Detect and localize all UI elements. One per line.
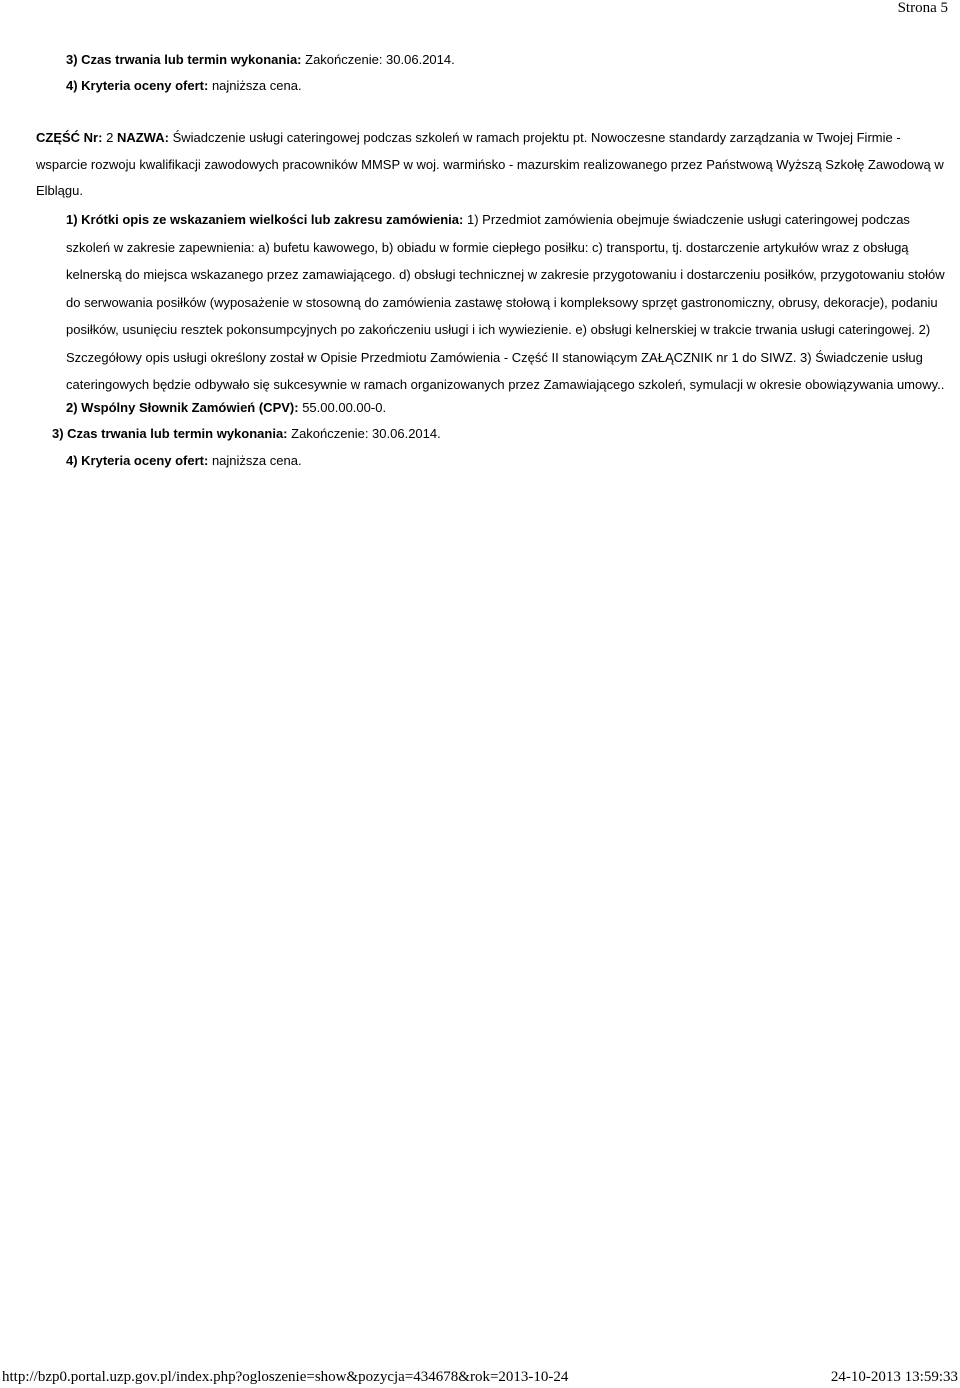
part2-name-line1: Świadczenie usługi cateringowej podczas szkoleń w ramach projektu pt. Nowoczesne standardy zarządzania w Twojej Firmie -: [172, 130, 901, 145]
part2-criteria-value: najniższa cena.: [211, 453, 302, 468]
part1-criteria-value: najniższa cena.: [211, 78, 302, 93]
part2-cpv-value: 55.00.00.00-0.: [302, 400, 387, 415]
part2-description-label: 1) Krótki opis ze wskazaniem wielkości lub zakresu zamówienia:: [66, 212, 464, 227]
page-number: Strona 5: [897, 0, 948, 16]
part2-name-line3: Elblągu.: [36, 183, 83, 198]
part2-duration-line: [52, 426, 441, 442]
part1-duration-label: 3) Czas trwania lub termin wykonania:: [66, 52, 302, 67]
part2-criteria-label: 4) Kryteria oceny ofert:: [66, 453, 209, 468]
part1-criteria-label: 4) Kryteria oceny ofert:: [66, 78, 209, 93]
part1-duration-line: [66, 52, 455, 68]
part2-description: [66, 206, 946, 399]
part1-duration-value: Zakończenie: 30.06.2014.: [305, 52, 455, 67]
part2-heading-line1: [36, 130, 901, 146]
part2-cpv-line: [66, 400, 386, 416]
part2-criteria-line: [66, 453, 302, 469]
footer-datetime: 24-10-2013 13:59:33: [830, 1369, 958, 1385]
part1-criteria-line: [66, 78, 302, 94]
part2-name-label: NAZWA:: [116, 130, 169, 145]
part2-part-number: 2: [106, 130, 114, 145]
footer-url: http://bzp0.portal.uzp.gov.pl/index.php?ogloszenie=show&pozycja=434678&rok=2013-10-24: [2, 1369, 569, 1385]
part2-cpv-label: 2) Wspólny Słownik Zamówień (CPV):: [66, 400, 299, 415]
part2-name-line2: wsparcie rozwoju kwalifikacji zawodowych pracowników MMSP w woj. warmińsko - mazurskim realizowanego przez Państwową Wyższą Szkołę Zawodową w: [36, 157, 944, 172]
part2-description-value: 1) Przedmiot zamówienia obejmuje świadczenie usługi cateringowej podczas szkoleń w zakresie zapewnienia: a) bufetu kawowego, b) obiadu w formie ciepłego posiłku: c) transportu, tj. dostarczenie artykułów wraz z obsługą kelnerską do miejsca wskazanego przez zamawiającego. d) obsługi technicznej w zakresie przygotowaniu i dostarczeniu posiłków, przygotowaniu stołów do serwowania posiłków (wyposażenie w stosowną do zamówienia zastawę stołową i kompleksowy sprzęt gastronomiczny, obrusy, dekoracje), podaniu posiłków, usunięciu resztek pokonsumpcyjnych po zakończeniu usługi i ich wywiezienie. e) obsługi kelnerskiej w trakcie trwania usługi cateringowej. 2) Szczegółowy opis usługi określony został w Opisie Przedmiotu Zamówienia - Część II stanowiącym ZAŁĄCZNIK nr 1 do SIWZ. 3) Świadczenie usług cateringowych będzie odbywało się sukcesywnie w ramach organizowanych przez Zamawiającego szkoleń, symulacji w okresie obowiązywania umowy..: [66, 212, 945, 392]
part2-part-label: CZĘŚĆ Nr:: [36, 130, 103, 145]
part2-duration-label: 3) Czas trwania lub termin wykonania:: [52, 426, 288, 441]
part2-duration-value: Zakończenie: 30.06.2014.: [291, 426, 441, 441]
